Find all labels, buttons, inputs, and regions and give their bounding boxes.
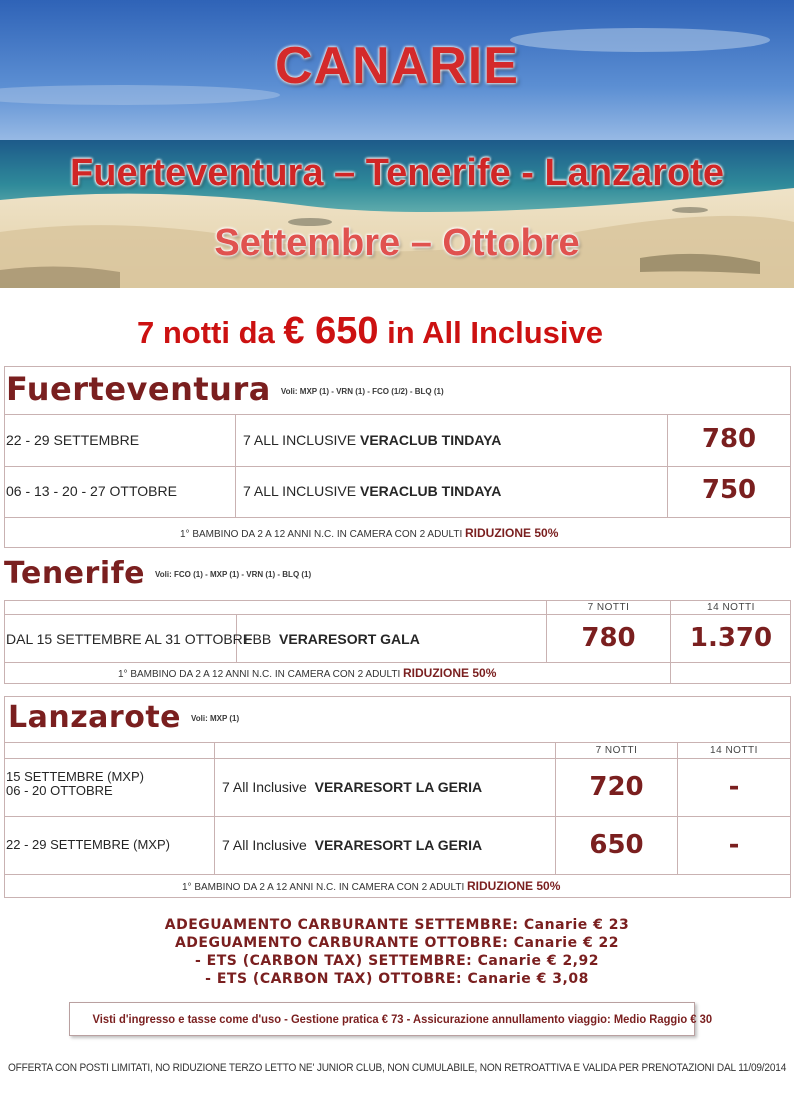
lanzarote-name: Lanzarote [8,700,182,735]
surcharge-ets-september: - ETS (CARBON TAX) SETTEMBRE: Canarie € 2,92 [195,953,599,969]
tenerife-flights: Voli: FCO (1) - MXP (1) - VRN (1) - BLQ (1) [155,570,312,579]
surcharge-fuel-september: ADEGUAMENTO CARBURANTE SETTEMBRE: Canarie € 23 [164,917,630,933]
tenerife-name: Tenerife [4,556,146,591]
fuerteventura-row-1-dates: 22 - 29 SETTEMBRE [6,432,140,448]
surcharge-ets-october: - ETS (CARBON TAX) OTTOBRE: Canarie € 3,08 [205,971,589,987]
lanzarote-row-1-dates: 15 SETTEMBRE (MXP) 06 - 20 OTTOBRE [6,769,144,798]
lanzarote-row-2-price-7: 650 [589,830,644,860]
offer-disclaimer: OFFERTA CON POSTI LIMITATI, NO RIDUZIONE TERZO LETTO NE' JUNIOR CLUB, NON CUMULABILE, NON RETROATTIVA E VALIDA PER PRENOTAZIONI DAL 11/09/2014 [8,1062,787,1074]
lanzarote-flights: Voli: MXP (1) [191,714,240,723]
lanzarote-row-1-price-14: - [728,772,740,802]
lanzarote-child-note: 1° BAMBINO DA 2 A 12 ANNI N.C. IN CAMERA CON 2 ADULTI RIDUZIONE 50% [182,879,561,893]
headline-price: € 650 [283,310,379,352]
fuerteventura-row-1-price: 780 [701,424,757,454]
tenerife-child-note: 1° BAMBINO DA 2 A 12 ANNI N.C. IN CAMERA CON 2 ADULTI RIDUZIONE 50% [118,666,497,680]
tenerife-col-7-notti: 7 NOTTI [587,602,630,613]
fuerteventura-row-2-dates: 06 - 13 - 20 - 27 OTTOBRE [6,483,177,499]
tenerife-col-14-notti: 14 NOTTI [707,602,755,613]
hero-banner [0,0,794,288]
lanzarote-row-1-price-7: 720 [589,772,644,802]
fuerteventura-name: Fuerteventura [6,370,271,408]
lanzarote-row-2-price-14: - [728,830,740,860]
tenerife-row-1-dates: DAL 15 SETTEMBRE AL 31 OTTOBRE [6,631,253,647]
fuerteventura-row-2-price: 750 [701,475,757,505]
lanzarote-title [8,700,239,735]
surcharge-fuel-october: ADEGUAMENTO CARBURANTE OTTOBRE: Canarie € 22 [174,935,620,951]
hero-period: Settembre – Ottobre [214,222,580,264]
headline [0,310,740,353]
headline-suffix: in All Inclusive [387,315,604,350]
fuerteventura-title [6,370,444,408]
lanzarote-col-14-notti: 14 NOTTI [710,745,758,756]
fuerteventura-child-note: 1° BAMBINO DA 2 A 12 ANNI N.C. IN CAMERA CON 2 ADULTI RIDUZIONE 50% [180,526,559,540]
lanzarote-row-1-hotel: 7 All Inclusive VERARESORT LA GERIA [222,779,483,795]
headline-prefix: 7 notti da [136,315,275,350]
lanzarote-row-2-dates: 22 - 29 SETTEMBRE (MXP) [6,837,170,852]
fuerteventura-row-2-hotel: 7 ALL INCLUSIVE VERACLUB TINDAYA [243,483,502,499]
tenerife-title [4,556,311,591]
fuerteventura-flights: Voli: MXP (1) - VRN (1) - FCO (1/2) - BLQ (1) [280,386,444,396]
extras-box: Visti d'ingresso e tasse come d'uso - Gestione pratica € 73 - Assicurazione annullamento viaggio: Medio Raggio € 30 [69,1002,695,1036]
lanzarote-row-2-hotel: 7 All Inclusive VERARESORT LA GERIA [222,837,483,853]
fuerteventura-row-1-hotel: 7 ALL INCLUSIVE VERACLUB TINDAYA [243,432,502,448]
tenerife-row-1-price-14: 1.370 [689,623,773,653]
hero-islands: Fuerteventura – Tenerife - Lanzarote [70,152,724,194]
lanzarote-col-7-notti: 7 NOTTI [595,745,638,756]
tenerife-row-1-hotel: FBB VERARESORT GALA [244,631,420,647]
hero-title: CANARIE [275,37,519,95]
tenerife-row-1-price-7: 780 [581,623,636,653]
